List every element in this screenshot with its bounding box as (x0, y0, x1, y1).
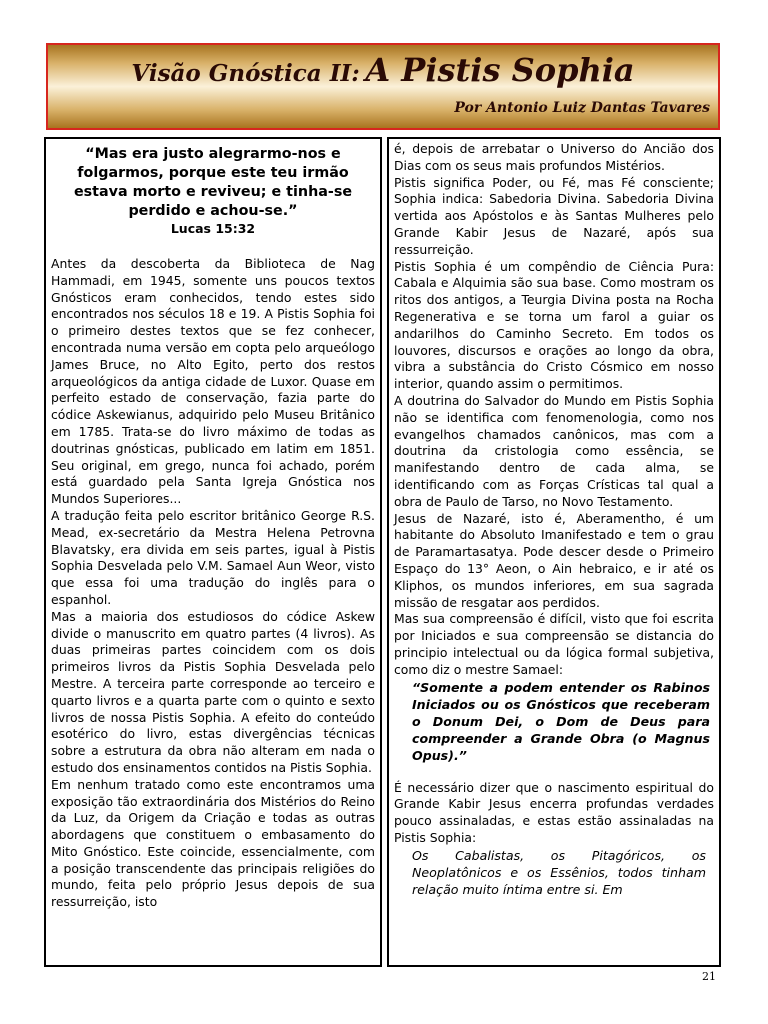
paragraph: é, depois de arrebatar o Universo do Ancião dos Dias com os seus mais profundos Mistérios. (394, 141, 714, 173)
paragraph: Pistis significa Poder, ou Fé, mas Fé consciente; Sophia indica: Sabedoria Divina. Sabedoria Divina vertida aos Apóstolos e às Santas Mulheres pelo Grande Kabir Jesus de Nazaré, após sua ressurreição. (394, 174, 714, 257)
spacer (394, 764, 714, 780)
paragraph: Mas a maioria dos estudiosos do códice Askew divide o manuscrito em quatro partes (4 livros). As duas primeiras partes coincidem com os dois primeiros livros da Pistis Sophia Desvelada pelo Mestre. A terceira parte corresponde ao terceiro e quarto livros e a quarta parte com o quinto e sexto livros de nossa Pistis Sophia. A efeito do conteúdo esotérico do livro, estas divergências técnicas sobre a estrutura da obra não alteram em nada o estudo dos ensinamentos contidos na Pistis Sophia. (51, 608, 375, 775)
paragraph: Mas sua compreensão é difícil, visto que foi escrita por Iniciados e sua compreensão se distancia do principio intelectual ou da lógica formal subjetiva, como diz o mestre Samael: (394, 611, 714, 677)
paragraph: A tradução feita pelo escritor britânico George R.S. Mead, ex-secretário da Mestra Helena Petrovna Blavatsky, era divida em seis partes, igual à Pistis Sophia Desvelada pelo V.M. Samael Aun Weor, visto que essa foi uma tradução do inglês para o espanhol. (51, 507, 375, 607)
epigraph-quote: “Mas era justo alegrarmo-nos e folgarmos, porque este teu irmão estava morto e reviveu; e tinha-se perdido e achou-se.” (73, 146, 353, 219)
right-column (387, 137, 721, 967)
title-series: Visão Gnóstica II: (131, 60, 360, 87)
paragraph: Em nenhum tratado como este encontramos uma exposição tão extraordinária dos Mistérios do Reino da Luz, da Origem da Criação e todas as outras abordagens que constituem o embasamento do Mito Gnóstico. Este coincide, essencialmente, com a posição transcendente das principais religiões do mundo, feita pelo próprio Jesus depois de sua ressurreição, isto (51, 776, 375, 910)
author-byline: Por Antonio Luiz Dantas Tavares (454, 100, 710, 116)
paragraph: É necessário dizer que o nascimento espiritual do Grande Kabir Jesus encerra profundas verdades pouco assinaladas, e estas estão assinaladas na Pistis Sophia: (394, 779, 714, 845)
article-header (46, 43, 720, 130)
closing-quote: Os Cabalistas, os Pitagóricos, os Neoplatônicos e os Essênios, todos tinham relação muito íntima entre si. Em (412, 847, 706, 897)
paragraph: A doutrina do Salvador do Mundo em Pistis Sophia não se identifica com fenomenologia, como nos evangelhos chamados canônicos, mas com a doutrina da cristologia como essência, se manifestando dentro de cada alma, se identificando com as Forças Crísticas tal qual a obra de Paulo de Tarso, no Novo Testamento. (394, 392, 714, 509)
title-main: A Pistis Sophia (365, 51, 635, 89)
paragraph: Pistis Sophia é um compêndio de Ciência Pura: Cabala e Alquimia são sua base. Como mostram os ritos dos antigos, a Teurgia Divina posta na Rocha Regenerativa e se torna um farol a guiar os andarilhos do Caminho Secreto. Em todos os louvores, discursos e orações ao longo da obra, vibra a substância do Cristo Cósmico em nosso interior, quando assim o permitimos. (394, 258, 714, 392)
paragraph: Antes da descoberta da Biblioteca de Nag Hammadi, em 1945, somente uns poucos textos Gnósticos eram conhecidos, tendo estes sido encontrados nos séculos 18 e 19. A Pistis Sophia foi o primeiro destes textos que se fez conhecer, encontrada numa versão em copta pelo arqueólogo James Bruce, no Alto Egito, perto dos restos arqueológicos da antiga cidade de Luxor. Quase em perfeito estado de conservação, fazia parte do códice Askewianus, adquirido pelo Museu Britânico em 1785. Trata-se do livro máximo de todas as doutrinas gnósticas, publicado em latim em 1851. Seu original, em grego, nunca foi achado, porém está guardado pela Santa Igreja Gnóstica nos Mundos Superiores... (51, 256, 375, 507)
left-column (44, 137, 382, 967)
epigraph-reference: Lucas 15:32 (170, 221, 256, 236)
article-title (48, 51, 718, 89)
samael-quote: “Somente a podem entender os Rabinos Iniciados ou os Gnósticos que receberam o Donum Dei, o Dom de Deus para compreender a Grande Obra (o Magnus Opus).” (412, 679, 710, 763)
paragraph: Jesus de Nazaré, isto é, Aberamentho, é um habitante do Absoluto Imanifestado e tem o grau de Paramartasatya. Pode descer desde o Primeiro Espaço do 13° Aeon, o Ain hebraico, e ir até os Kliphos, os mundos inferiores, em sua sagrada missão de resgatar aos perdidos. (394, 510, 714, 610)
page-number: 21 (702, 970, 716, 983)
